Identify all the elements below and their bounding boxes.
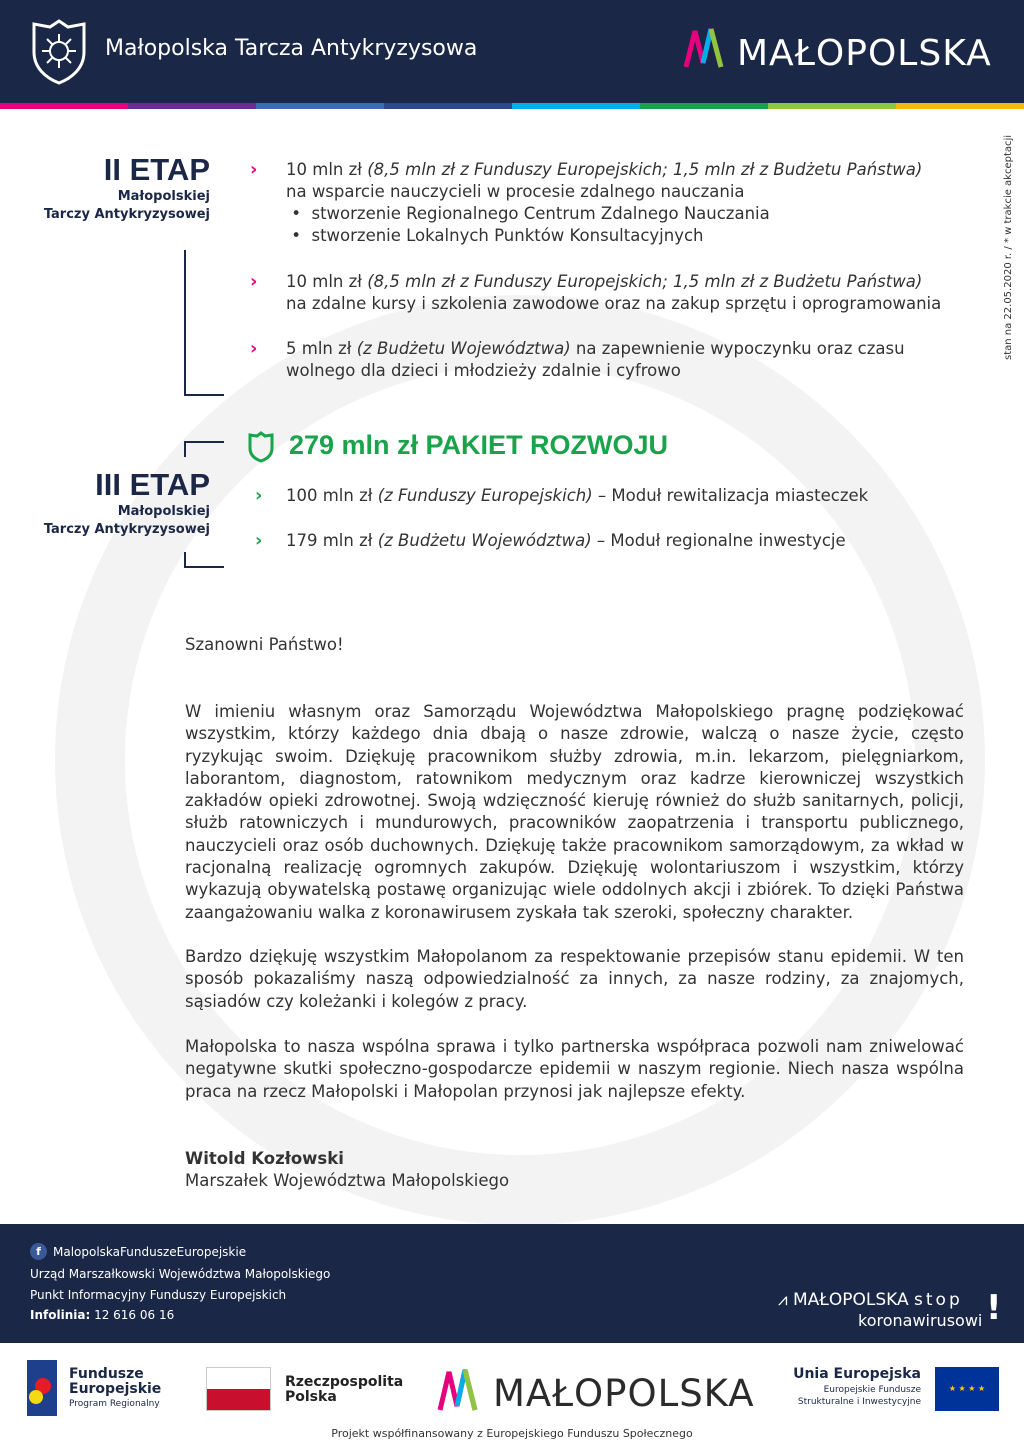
facebook-icon: f xyxy=(30,1243,47,1260)
letter-paragraph: Małopolska to nasza wspólna sprawa i tylko partnerska współpraca pozwoli nam zniwelować negatywne skutki społeczno-gospodarcze epidemii w naszym regionie. Niech nasza wspólna praca na rzecz Małopolski i Małopolan przynosi jak najlepsze efekty. xyxy=(185,1037,964,1101)
stage2-item: › 5 mln zł (z Budżetu Województwa) na zapewnienie wypoczynku oraz czasu wolnego dla dzieci i młodzieży zdalnie i cyfrowo xyxy=(250,338,905,380)
footer xyxy=(0,1224,1024,1343)
chevron-right-icon: › xyxy=(255,530,263,551)
bracket xyxy=(184,394,224,396)
header-title: Małopolska Tarcza Antykryzysowa xyxy=(105,36,478,61)
bracket xyxy=(184,566,224,568)
polish-flag-icon xyxy=(206,1367,271,1411)
stop-campaign-text: koronawirusowi xyxy=(858,1311,983,1330)
rp-logo-text: Rzeczpospolita Polska xyxy=(285,1374,404,1405)
shield-icon xyxy=(247,431,275,463)
bracket xyxy=(184,250,186,396)
malopolska-logo-icon xyxy=(683,27,727,69)
fe-logo-icon xyxy=(27,1360,57,1416)
facebook-link[interactable]: f MalopolskaFunduszeEuropejskie xyxy=(30,1243,246,1260)
bracket xyxy=(184,441,224,443)
project-note: Projekt współfinansowany z Europejskiego Funduszu Społecznego xyxy=(331,1427,693,1440)
stage3-item: › 179 mln zł (z Budżetu Województwa) – Moduł regionalne inwestycje xyxy=(255,530,846,551)
chevron-right-icon: › xyxy=(250,159,258,180)
fe-logo-text: Fundusze Europejskie Program Regionalny xyxy=(69,1366,162,1409)
stage3-item: › 100 mln zł (z Funduszy Europejskich) – Moduł rewitalizacja miasteczek xyxy=(255,485,869,506)
signature-name: Witold Kozłowski xyxy=(185,1149,344,1168)
infoline: Infolinia: 12 616 06 16 xyxy=(30,1308,175,1322)
stage2-label: II ETAP Małopolskiej Tarczy Antykryzysowej xyxy=(43,152,210,222)
letter-paragraph: W imieniu własnym oraz Samorządu Województwa Małopolskiego pragnę podziękować wszystkim, którzy każdego dnia dbają o nasze zdrowie, walczą o nasze życie, często ryzykując swoim. Dziękuję pracownikom służby zdrowia, m.in. lekarzom, pielęgniarkom, laborantom, diagnostom, ratownikom medycznym oraz kadrze kierowniczej wszystkich zakładów opieki zdrowotnej. Swoją wdzięczność kieruję również do służb sanitarnych, policji, służb ratowniczych i mundurowych, pracowników zaopatrzenia i transportu publicznego, nauczycieli oraz osób duchownych. Dziękuję także pracownikom samorządowym, za wkład w racjonalną realizację ogromnych zakupów. Dziękuję wolontariuszom i wszystkim, którzy wykazują obywatelską postawę organizując wiele oddolnych akcji i zbiórek. To dzięki Państwa zaangażowaniu walka z koronawirusem zyskała tak szeroki, społeczny charakter. xyxy=(185,702,964,922)
signature-role: Marszałek Województwa Małopolskiego xyxy=(185,1171,510,1190)
chevron-right-icon: › xyxy=(255,485,263,506)
malopolska-brand: MAŁOPOLSKA xyxy=(493,1372,755,1415)
letter-greeting: Szanowni Państwo! xyxy=(185,635,344,654)
exclamation-icon: ! xyxy=(986,1288,1002,1328)
stage2-item: › 10 mln zł (8,5 mln zł z Funduszy Europejskich; 1,5 mln zł z Budżetu Państwa) na zdalne kursy i szkolenia zawodowe oraz na zakup sprzętu i oprogramowania xyxy=(250,271,942,313)
stop-campaign-logo: ⩘ MAŁOPOLSKA stop xyxy=(778,1290,963,1310)
stage3-label: III ETAP Małopolskiej Tarczy Antykryzysowej xyxy=(43,467,210,537)
stage2-item: › 10 mln zł (8,5 mln zł z Funduszy Europejskich; 1,5 mln zł z Budżetu Państwa) na wsparcie nauczycieli w procesie zdalnego nauczania • stworzenie Regionalnego Centrum Zdalnego Nauczania • stworzenie Lokalnych Punktów Konsultacyjnych xyxy=(250,159,923,245)
chevron-right-icon: › xyxy=(250,338,258,359)
ue-logo-text: Unia Europejska Europejskie Fundusze Strukturalne i Inwestycyjne xyxy=(793,1366,921,1407)
package-headline: 279 mln zł PAKIET ROZWOJU xyxy=(289,430,669,460)
color-stripe xyxy=(0,103,1024,109)
bracket xyxy=(184,441,186,457)
status-note: stan na 22.05.2020 r. / * w trakcie akceptacji xyxy=(1003,134,1014,360)
shield-virus-icon xyxy=(28,18,90,86)
footer-line: Urząd Marszałkowski Województwa Małopolskiego xyxy=(30,1267,331,1281)
eu-flag-icon: ★ ★ ★ ★ xyxy=(935,1367,999,1411)
chevron-right-icon: › xyxy=(250,271,258,292)
header xyxy=(0,0,1024,103)
letter-paragraph: Bardzo dziękuję wszystkim Małopolanom za respektowanie przepisów stanu epidemii. W ten sposób pokazaliśmy naszą odpowiedzialność za innych, za nasze rodziny, za znajomych, sąsiadów czy koleżanki i kolegów z pracy. xyxy=(185,947,964,1011)
header-brand: MAŁOPOLSKA xyxy=(737,33,992,74)
footer-line: Punkt Informacyjny Funduszy Europejskich xyxy=(30,1288,287,1302)
malopolska-logo-icon xyxy=(437,1368,483,1412)
